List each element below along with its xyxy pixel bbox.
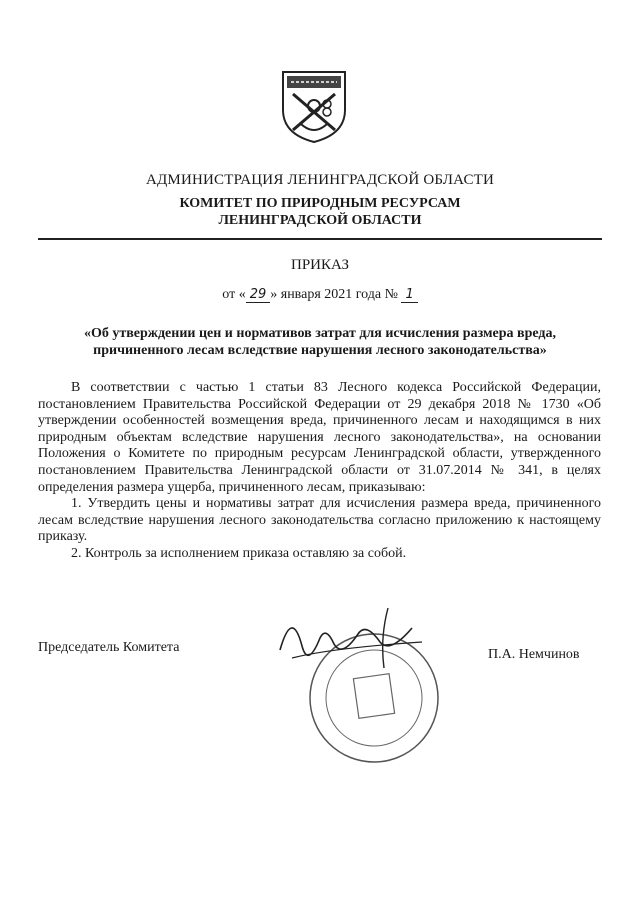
- order-number-handwritten: 1: [401, 287, 417, 303]
- committee-name-line2: ЛЕНИНГРАДСКОЙ ОБЛАСТИ: [218, 213, 422, 228]
- subject-line2: причиненного лесам вследствие нарушения лесного законодательства»: [93, 343, 547, 358]
- signatory-position: Председатель Комитета: [38, 640, 180, 655]
- preamble-paragraph: В соответствии с частью 1 статьи 83 Лесного кодекса Российской Федерации, постановлением Правительства Российской Федерации от 29 декабря 2018 № 1730 «Об утверждении особенностей возмещения вреда, причиненного лесам и находящимся в них природным объектам вследствие нарушения лесного законодательства», на основании Положения о Комитете по природным ресурсам Ленинградской области, утвержденного постановлением Правительства Ленинградской области от 31.07.2014 № 341, в целях определения размера ущерба, причиненного лесам, приказываю:: [38, 380, 601, 495]
- order-day-handwritten: 29: [246, 287, 271, 303]
- coat-of-arms-emblem: [279, 66, 349, 144]
- date-prefix: от «: [222, 287, 246, 302]
- subject-line1: «Об утверждении цен и нормативов затрат для исчисления размера вреда,: [83, 326, 556, 341]
- order-subject: [0, 325, 640, 359]
- header-divider: [38, 238, 602, 240]
- administration-name: АДМИНИСТРАЦИЯ ЛЕНИНГРАДСКОЙ ОБЛАСТИ: [145, 172, 495, 188]
- order-title: ПРИКАЗ: [291, 257, 349, 273]
- order-item-1: 1. Утвердить цены и нормативы затрат для исчисления размера вреда, причиненного лесам вследствие нарушения лесного законодательства согласно приложению к настоящему приказу.: [38, 496, 601, 545]
- committee-name: [0, 195, 640, 229]
- order-body: [38, 380, 601, 563]
- order-date: [0, 287, 640, 303]
- date-middle: » января 2021 года №: [270, 287, 398, 302]
- seal-and-signature: [262, 598, 442, 778]
- signatory-name: П.А. Немчинов: [488, 647, 580, 662]
- order-item-2: 2. Контроль за исполнением приказа оставляю за собой.: [71, 545, 407, 561]
- committee-name-line1: КОМИТЕТ ПО ПРИРОДНЫМ РЕСУРСАМ: [179, 196, 461, 211]
